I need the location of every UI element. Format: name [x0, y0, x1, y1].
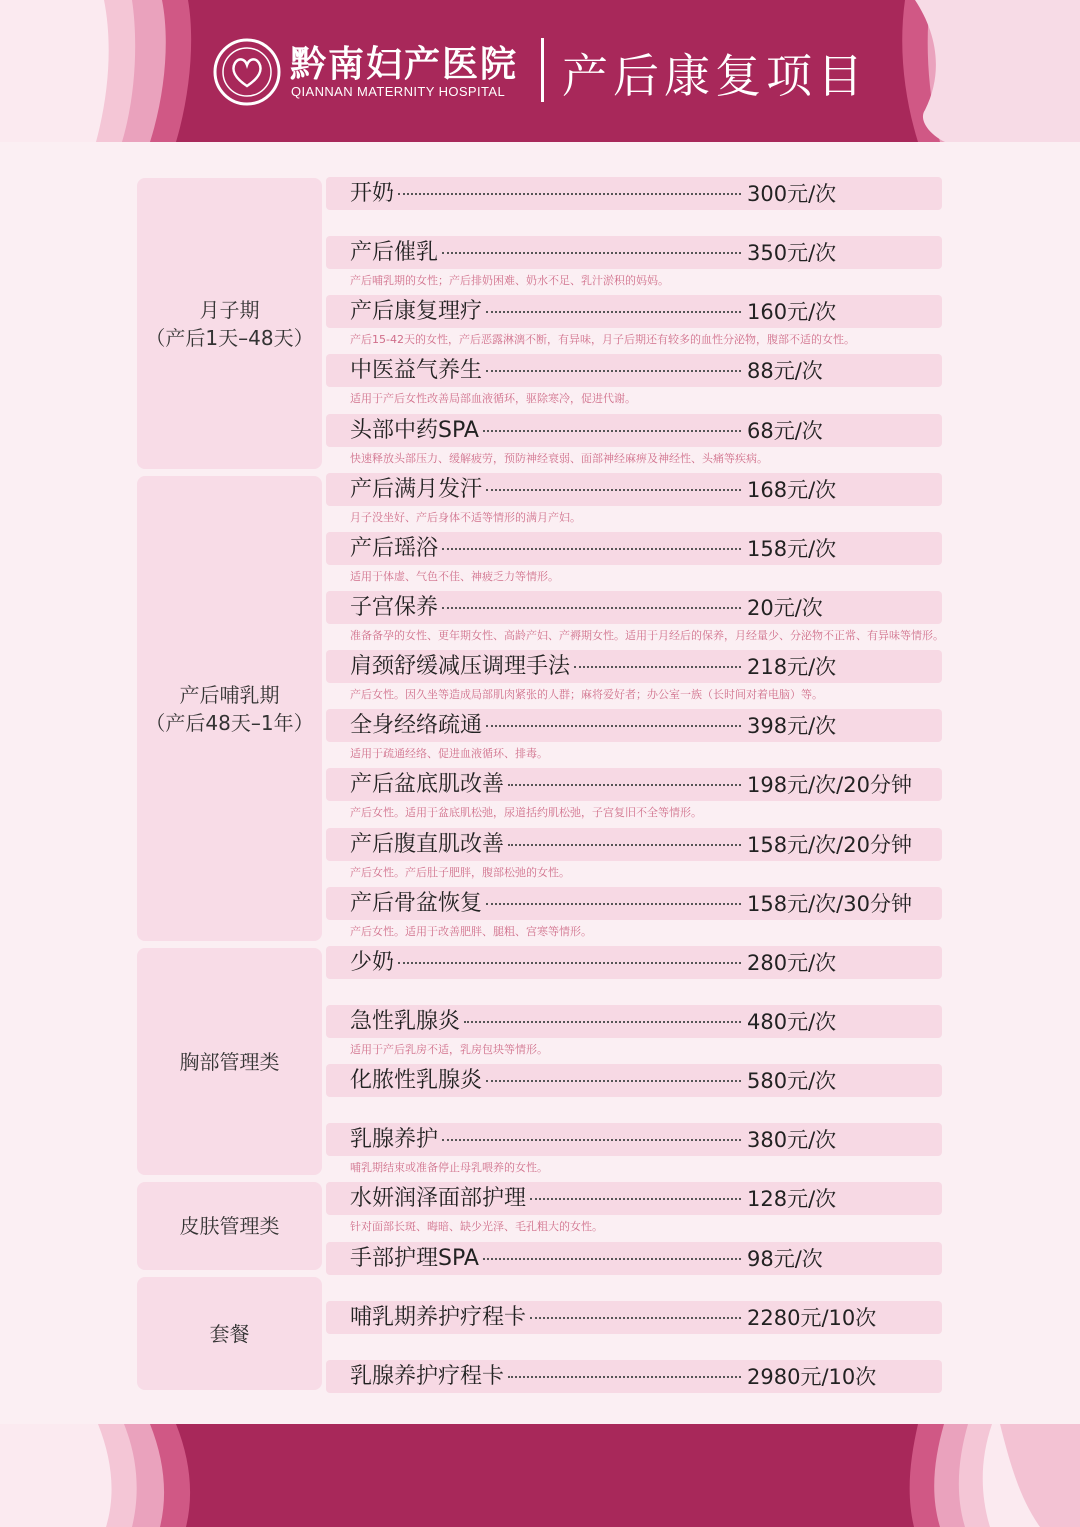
service-name: 肩颈舒缓减压调理手法 [350, 654, 571, 679]
dotted-leader [486, 489, 741, 491]
category-package [137, 1277, 322, 1390]
service-price: 158元/次/30分钟 [747, 892, 912, 916]
service-price: 580元/次 [747, 1069, 837, 1093]
category-label: 胸部管理类 [179, 1049, 280, 1074]
service-price: 2980元/10次 [747, 1365, 877, 1389]
service-price: 128元/次 [747, 1187, 837, 1211]
service-price: 300元/次 [747, 182, 837, 206]
service-price: 198元/次/20分钟 [747, 773, 912, 797]
dotted-leader [486, 1080, 741, 1082]
service-description: 月子没坐好、产后身体不适等情形的满月产妇。 [350, 511, 581, 524]
service-description: 适用于体虚、气色不佳、神疲乏力等情形。 [350, 570, 559, 583]
dotted-leader [398, 193, 741, 195]
category-skin-care [137, 1182, 322, 1270]
service-name: 全身经络疏通 [350, 713, 483, 738]
category-sub: （产后48天–1年） [145, 710, 314, 735]
service-price: 480元/次 [747, 1010, 837, 1034]
dotted-leader [508, 1376, 741, 1378]
service-price: 160元/次 [747, 300, 837, 324]
service-description: 产后女性。适用于改善肥胖、腿粗、宫寒等情形。 [350, 925, 592, 938]
service-name: 少奶 [350, 950, 395, 975]
dotted-leader [398, 962, 741, 964]
service-description: 产后哺乳期的女性；产后排奶困难、奶水不足、乳汁淤积的妈妈。 [350, 274, 669, 287]
page-title: 产后康复项目 [562, 49, 868, 103]
service-name: 水妍润泽面部护理 [350, 1186, 527, 1211]
dotted-leader [442, 607, 741, 609]
category-postpartum-month [137, 178, 322, 469]
category-sub: （产后1天–48天） [145, 325, 314, 350]
service-price: 168元/次 [747, 478, 837, 502]
category-label: 产后哺乳期 [179, 682, 280, 707]
service-description: 产后15-42天的女性，产后恶露淋漓不断，有异味，月子后期还有较多的血性分泌物，腹部不适的女性。 [350, 333, 855, 346]
dotted-leader [508, 784, 741, 786]
service-name: 手部护理SPA [350, 1246, 479, 1271]
service-name: 急性乳腺炎 [350, 1009, 461, 1034]
service-name: 乳腺养护 [350, 1127, 439, 1152]
footer-background [0, 1424, 1080, 1527]
service-description: 产后女性。因久坐等造成局部肌肉紧张的人群；麻将爱好者；办公室一族（长时间对着电脑）等。 [350, 688, 823, 701]
category-label: 月子期 [199, 297, 260, 322]
service-name: 产后康复理疗 [350, 299, 483, 324]
category-label: 皮肤管理类 [179, 1214, 280, 1238]
service-name: 产后满月发汗 [350, 477, 483, 502]
header-divider [541, 38, 544, 102]
service-price: 68元/次 [747, 419, 823, 443]
dotted-leader [483, 430, 741, 432]
dotted-leader [442, 1139, 741, 1141]
service-name: 开奶 [350, 181, 395, 206]
hospital-name-en: QIANNAN MATERNITY HOSPITAL [291, 84, 506, 99]
service-name: 化脓性乳腺炎 [350, 1068, 483, 1093]
service-name: 乳腺养护疗程卡 [350, 1364, 505, 1389]
service-price: 2280元/10次 [747, 1306, 877, 1330]
service-price: 20元/次 [747, 596, 823, 620]
service-name: 产后盆底肌改善 [350, 772, 505, 797]
service-price: 98元/次 [747, 1247, 823, 1271]
service-price: 88元/次 [747, 359, 823, 383]
dotted-leader [464, 1021, 741, 1023]
service-name: 中医益气养生 [350, 358, 483, 383]
dotted-leader [486, 903, 741, 905]
dotted-leader [486, 311, 741, 313]
service-name: 产后瑶浴 [350, 536, 439, 561]
dotted-leader [530, 1317, 741, 1319]
service-name: 产后腹直肌改善 [350, 832, 505, 857]
service-description: 适用于产后女性改善局部血液循环，驱除寒冷，促进代谢。 [350, 392, 636, 405]
service-description: 针对面部长斑、晦暗、缺少光泽、毛孔粗大的女性。 [350, 1220, 603, 1233]
category-breastfeeding [137, 476, 322, 941]
service-description: 快速释放头部压力、缓解疲劳，预防神经衰弱、面部神经麻痹及神经性、头痛等疾病。 [350, 452, 768, 465]
service-description: 适用于产后乳房不适，乳房包块等情形。 [350, 1043, 548, 1056]
service-description: 准备备孕的女性、更年期女性、高龄产妇、产褥期女性。适用于月经后的保养，月经量少、分泌物不正常、有异味等情形。 [350, 629, 944, 642]
service-price: 158元/次 [747, 537, 837, 561]
service-name: 头部中药SPA [350, 418, 479, 443]
dotted-leader [574, 666, 741, 668]
header-background [0, 0, 1080, 142]
service-price: 158元/次/20分钟 [747, 833, 912, 857]
category-breast-care [137, 948, 322, 1175]
service-description: 产后女性。产后肚子肥胖，腹部松弛的女性。 [350, 866, 570, 879]
category-label: 套餐 [209, 1321, 250, 1346]
hospital-logo-icon [213, 38, 281, 106]
service-price: 280元/次 [747, 951, 837, 975]
dotted-leader [508, 844, 741, 846]
dotted-leader [483, 1258, 741, 1260]
dotted-leader [442, 548, 741, 550]
service-description: 产后女性。适用于盆底肌松弛，尿道括约肌松弛，子宫复旧不全等情形。 [350, 806, 702, 819]
service-description: 哺乳期结束或准备停止母乳喂养的女性。 [350, 1161, 548, 1174]
dotted-leader [530, 1198, 741, 1200]
service-price: 350元/次 [747, 241, 837, 265]
dotted-leader [486, 370, 741, 372]
hospital-name-cn: 黔南妇产医院 [290, 44, 519, 85]
service-name: 子宫保养 [350, 595, 439, 620]
service-name: 产后催乳 [350, 240, 439, 265]
dotted-leader [486, 725, 741, 727]
service-price: 398元/次 [747, 714, 837, 738]
service-price: 380元/次 [747, 1128, 837, 1152]
service-price: 218元/次 [747, 655, 837, 679]
service-description: 适用于疏通经络、促进血液循环、排毒。 [350, 747, 548, 760]
service-name: 哺乳期养护疗程卡 [350, 1305, 527, 1330]
dotted-leader [442, 252, 741, 254]
service-name: 产后骨盆恢复 [350, 891, 483, 916]
